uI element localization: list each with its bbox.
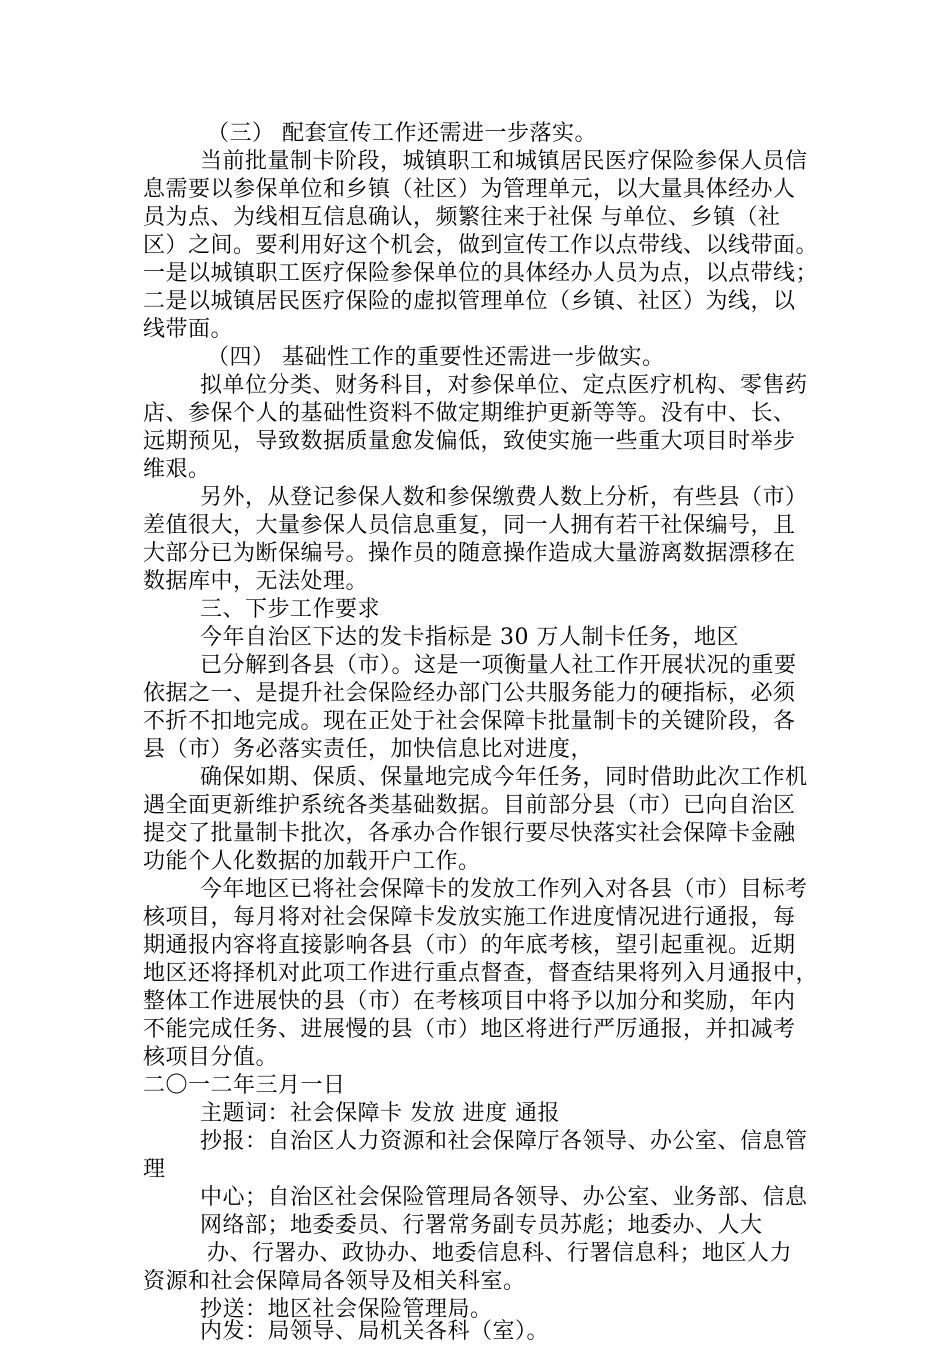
paragraph-line: 二是以城镇居民医疗保险的虚拟管理单位（乡镇、社区）为线，以 <box>143 289 796 314</box>
document-date: 二〇一二年三月一日 <box>143 1073 346 1098</box>
paragraph-line: 另外，从登记参保人数和参保缴费人数上分析，有些县（市） <box>200 485 808 510</box>
paragraph-line: 今年自治区下达的发卡指标是 30 万人制卡任务，地区 <box>200 625 739 650</box>
section-heading-3: （三） 配套宣传工作还需进一步落实。 <box>207 121 597 146</box>
paragraph-line: 一是以城镇职工医疗保险参保单位的具体经办人员为点，以点带线； <box>143 261 819 286</box>
paragraph-line: 核项目，每月将对社会保障卡发放实施工作进度情况进行通报，每 <box>143 905 796 930</box>
cc-report-line: 抄报：自治区人力资源和社会保障厅各领导、办公室、信息管 <box>200 1129 808 1154</box>
paragraph-line: 当前批量制卡阶段，城镇职工和城镇居民医疗保险参保人员信 <box>200 149 808 174</box>
paragraph-line: 拟单位分类、财务科目，对参保单位、定点医疗机构、零售药 <box>200 373 808 398</box>
paragraph-line: 差值很大，大量参保人员信息重复，同一人拥有若干社保编号，且 <box>143 513 796 538</box>
paragraph-line: 整体工作进展快的县（市）在考核项目中将予以加分和奖励，年内 <box>143 989 796 1014</box>
paragraph-line: 今年地区已将社会保障卡的发放工作列入对各县（市）目标考 <box>200 877 808 902</box>
cc-report-line: 网络部；地委委员、行署常务副专员苏彪；地委办、人大 <box>200 1213 763 1238</box>
section-heading-4: （四） 基础性工作的重要性还需进一步做实。 <box>207 345 665 370</box>
paragraph-line: 期通报内容将直接影响各县（市）的年底考核，望引起重视。近期 <box>143 933 796 958</box>
paragraph-line: 数据库中，无法处理。 <box>143 569 369 594</box>
paragraph-line: 维艰。 <box>143 457 211 482</box>
paragraph-line: 已分解到各县（市）。这是一项衡量人社工作开展状况的重要 <box>200 653 797 678</box>
paragraph-line: 息需要以参保单位和乡镇（社区）为管理单元，以大量具体经办人 <box>143 177 796 202</box>
internal-distribution-line: 内发：局领导、局机关各科（室）。 <box>200 1319 550 1344</box>
section-heading-next-steps: 三、下步工作要求 <box>200 597 381 622</box>
paragraph-line: 不能完成任务、进展慢的县（市）地区将进行严厉通报，并扣减考 <box>143 1017 796 1042</box>
paragraph-line: 不折不扣地完成。现在正处于社会保障卡批量制卡的关键阶段，各 <box>143 709 796 734</box>
cc-report-line: 资源和社会保障局各领导及相关科室。 <box>143 1269 526 1294</box>
paragraph-line: 核项目分值。 <box>143 1045 279 1070</box>
paragraph-line: 提交了批量制卡批次，各承办合作银行要尽快落实社会保障卡金融 <box>143 821 796 846</box>
cc-send-line: 抄送：地区社会保险管理局。 <box>200 1297 493 1322</box>
paragraph-line: 县（市）务必落实责任，加快信息比对进度， <box>143 737 594 762</box>
paragraph-line: 地区还将择机对此项工作进行重点督查，督查结果将列入月通报中， <box>143 961 819 986</box>
paragraph-line: 遇全面更新维护系统各类基础数据。目前部分县（市）已向自治区 <box>143 793 796 818</box>
paragraph-line: 店、参保个人的基础性资料不做定期维护更新等等。没有中、长、 <box>143 401 796 426</box>
cc-report-line: 办、行署办、政协办、地委信息科、行署信息科；地区人力 <box>207 1241 793 1266</box>
paragraph-line: 功能个人化数据的加载开户工作。 <box>143 849 481 874</box>
paragraph-line: 员为点、为线相互信息确认，频繁往来于社保 与单位、乡镇（社 <box>143 205 781 230</box>
paragraph-line: 区）之间。要利用好这个机会，做到宣传工作以点带线、以线带面。 <box>143 233 819 258</box>
paragraph-line: 确保如期、保质、保量地完成今年任务，同时借助此次工作机 <box>200 765 808 790</box>
paragraph-line: 线带面。 <box>143 317 234 342</box>
paragraph-line: 大部分已为断保编号。操作员的随意操作造成大量游离数据漂移在 <box>143 541 796 566</box>
paragraph-line: 依据之一、是提升社会保险经办部门公共服务能力的硬指标，必须 <box>143 681 796 706</box>
cc-report-line: 理 <box>143 1157 166 1182</box>
subject-keywords: 主题词：社会保障卡 发放 进度 通报 <box>200 1101 560 1126</box>
paragraph-line: 远期预见，导致数据质量愈发偏低，致使实施一些重大项目时举步 <box>143 429 796 454</box>
cc-report-line: 中心；自治区社会保险管理局各领导、办公室、业务部、信息 <box>200 1185 808 1210</box>
